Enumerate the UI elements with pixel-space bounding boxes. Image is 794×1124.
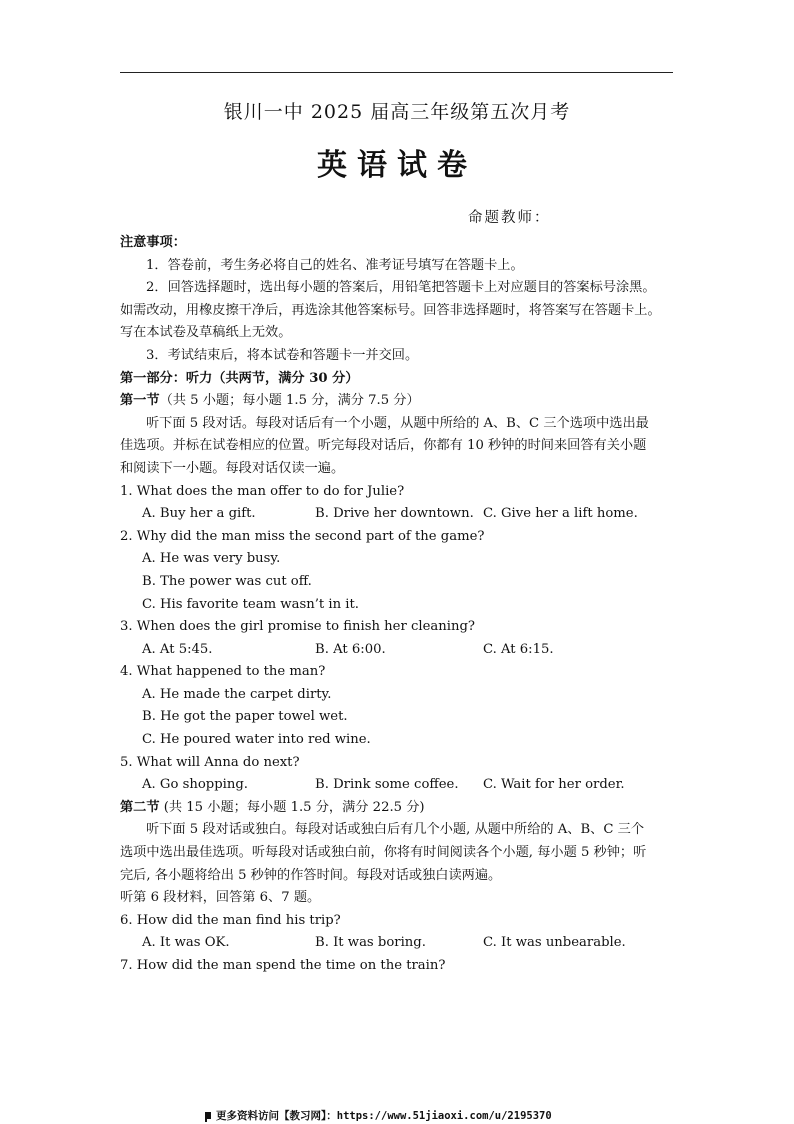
section2-heading: [120, 797, 676, 820]
section1-meta: （共 5 小题；每小题 1.5 分，满分 7.5 分）: [159, 393, 420, 409]
question-4: 4. What happened to the man?: [120, 664, 326, 680]
exam-content: [120, 232, 676, 978]
author-label: 命题教师：: [468, 210, 551, 226]
question-1: 1. What does the man offer to do for Julie?: [120, 483, 405, 499]
school-title: 银川一中 2025 届高三年级第五次月考: [223, 101, 571, 123]
notice-item-2-line-3: 写在本试卷及草稿纸上无效。: [120, 325, 292, 341]
footer-link[interactable]: 更多资料访问【教习网】：https://www.51jiaoxi.com/u/2195370: [216, 1110, 552, 1122]
option-b: B. Drive her downtown.: [315, 506, 474, 522]
section1-instruction-line-2: 佳选项。并标在试卷相应的位置。听完每段对话后，你都有 10 秒钟的时间来回答有关小题: [120, 438, 647, 454]
section2-instruction-line-2: 选项中选出最佳选项。听每段对话或独白前，你将有时间阅读各个小题, 每小题 5 秒钟；听: [120, 845, 647, 861]
top-rule: [120, 72, 673, 73]
question-1-options: [120, 503, 676, 526]
section1-heading: [120, 390, 676, 413]
option-a: A. He was very busy.: [142, 551, 281, 567]
option-a: A. Go shopping.: [142, 777, 249, 793]
notice-item-2-line-1: 2．回答选择题时，选出每小题的答案后，用铅笔把答题卡上对应题目的答案标号涂黑。: [146, 280, 656, 296]
option-b: B. It was boring.: [315, 935, 426, 951]
subject-title: 英语试卷: [317, 148, 477, 183]
notice-item-2-line-2: 如需改动，用橡皮擦干净后，再选涂其他答案标号。回答非选择题时，将答案写在答题卡上。: [120, 302, 661, 318]
section1-instruction-line-1: 听下面 5 段对话。每段对话后有一个小题，从题中所给的 A、B、C 三个选项中选出最: [146, 415, 649, 431]
option-a: A. It was OK.: [142, 935, 230, 951]
section2-label: 第二节: [120, 799, 160, 815]
option-b: B. Drink some coffee.: [315, 777, 459, 793]
question-6: 6. How did the man find his trip?: [120, 912, 341, 928]
question-3-options: [120, 639, 676, 662]
question-2: 2. Why did the man miss the second part of the game?: [120, 528, 485, 544]
question-5-options: [120, 774, 676, 797]
section2-instruction-line-1: 听下面 5 段对话或独白。每段对话或独白后有几个小题, 从题中所给的 A、B、C 三个: [146, 822, 645, 838]
question-6-options: [120, 932, 676, 955]
section2-instruction-line-3: 完后, 各小题将给出 5 秒钟的作答时间。每段对话或独白读两遍。: [120, 867, 502, 883]
notice-item-3: 3．考试结束后，将本试卷和答题卡一并交回。: [146, 347, 419, 363]
option-c: C. It was unbearable.: [483, 935, 626, 951]
option-b: B. He got the paper towel wet.: [142, 709, 348, 725]
flag-icon: [205, 1112, 211, 1119]
option-c: C. He poured water into red wine.: [142, 732, 371, 748]
footer: [205, 1108, 552, 1123]
section1-label: 第一节: [120, 393, 160, 409]
option-a: A. At 5:45.: [142, 641, 213, 657]
question-5: 5. What will Anna do next?: [120, 754, 300, 770]
question-3: 3. When does the girl promise to finish her cleaning?: [120, 619, 475, 635]
material-6-heading: 听第 6 段材料，回答第 6、7 题。: [120, 890, 321, 906]
section2-meta: (共 15 小题；每小题 1.5 分，满分 22.5 分): [159, 799, 425, 815]
section1-instruction-line-3: 和阅读下一小题。每段对话仅读一遍。: [120, 460, 345, 476]
option-b: B. The power was cut off.: [142, 573, 312, 589]
notice-item-1: 1．答卷前，考生务必将自己的姓名、准考证号填写在答题卡上。: [146, 257, 524, 273]
notice-heading: 注意事项：: [120, 235, 186, 250]
option-a: A. He made the carpet dirty.: [142, 686, 332, 702]
option-c: C. Wait for her order.: [483, 777, 625, 793]
option-c: C. At 6:15.: [483, 641, 554, 657]
option-c: C. Give her a lift home.: [483, 506, 638, 522]
question-7: 7. How did the man spend the time on the train?: [120, 958, 446, 973]
option-c: C. His favorite team wasn’t in it.: [142, 596, 360, 612]
option-a: A. Buy her a gift.: [142, 506, 256, 522]
option-b: B. At 6:00.: [315, 641, 386, 657]
part1-heading: 第一部分：听力（共两节，满分 30 分）: [120, 370, 359, 386]
